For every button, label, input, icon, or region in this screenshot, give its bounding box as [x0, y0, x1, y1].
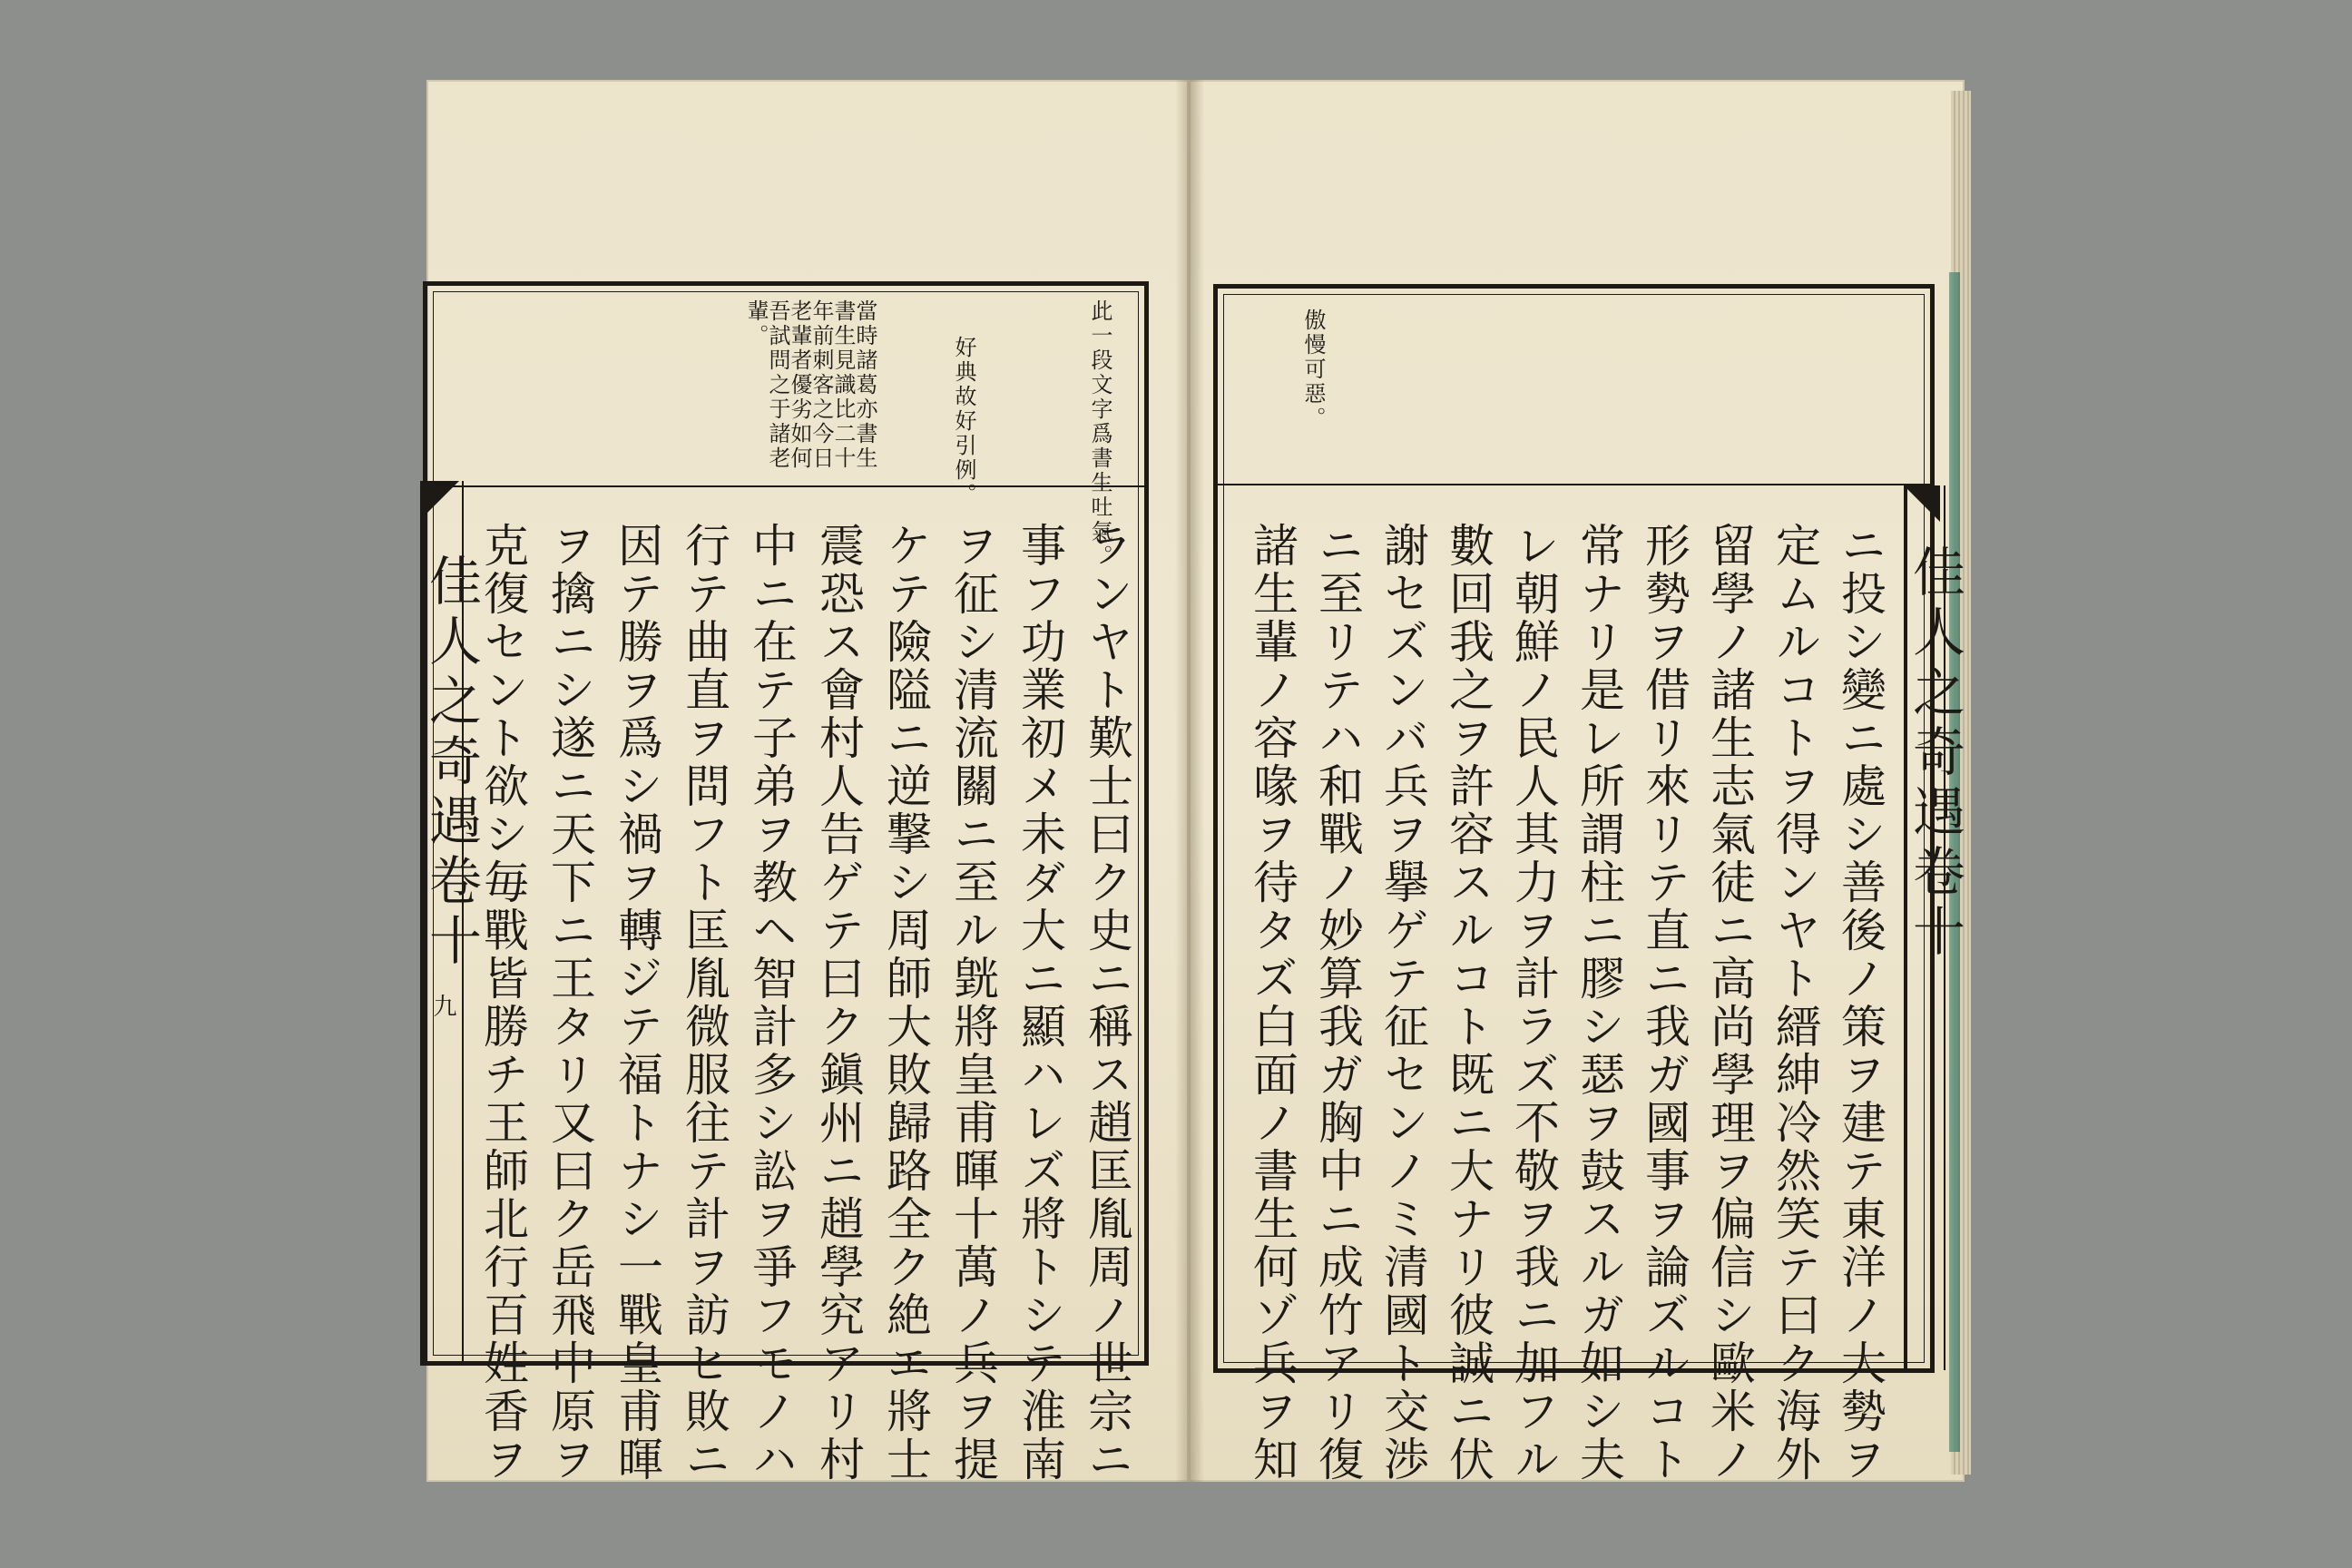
right-headnote-divider	[1218, 484, 1930, 485]
left-headnote-2: 好典故好引例。	[951, 336, 976, 507]
left-fishtail-mark	[423, 481, 459, 517]
left-body-column-6: 中ニ在テ子弟ヲ教ヘ智計多シ訟ヲ爭フモノハ	[745, 522, 798, 1484]
left-body-column-5: 震恐ス會村人告ゲテ曰ク鎭州ニ趙學究アリ村	[812, 522, 865, 1484]
left-body-column-3: ヲ征シ清流關ニ至ル皝將皇甫暉十萬ノ兵ヲ提	[946, 522, 999, 1484]
right-body-column-9: ニ至リテハ和戰ノ妙算我ガ胸中ニ成竹アリ復	[1311, 522, 1364, 1484]
right-body-column-7: 數回我之ヲ許容スルコト既ニ大ナリ彼誠ニ伏	[1442, 522, 1494, 1484]
left-body-column-9: ヲ擒ニシ遂ニ天下ニ王タリ又曰ク岳飛中原ヲ	[544, 522, 596, 1484]
right-body-column-4: 形勢ヲ借リ來リテ直ニ我ガ國事ヲ論ズルコト	[1638, 522, 1690, 1484]
left-spine-title: 佳人之奇遇卷十	[420, 554, 482, 973]
left-body-column-1: ランヤト歎士曰ク史ニ稱ス趙匡胤周ノ世宗ニ	[1081, 522, 1133, 1484]
right-headnote-1: 傲慢可惡。	[1300, 309, 1326, 431]
left-body-column-4: ケテ險隘ニ逆撃シ周師大敗歸路全ク絶エ將士	[879, 522, 932, 1484]
right-spine-title: 佳人之奇遇卷十	[1904, 544, 1965, 964]
right-body-column-3: 留學ノ諸生志氣徒ニ高尚學理ヲ偏信シ歐米ノ	[1703, 522, 1756, 1484]
right-fishtail-mark	[1904, 485, 1940, 522]
right-body-column-2: 定ムルコトヲ得ンヤト縉紳冷然笑テ曰ク海外	[1769, 522, 1821, 1484]
right-body-column-8: 謝セズンバ兵ヲ擧ゲテ征センノミ清國ト交渉	[1377, 522, 1429, 1484]
left-headnote-3: 當時諸葛亦書生書生見識比二十年前刺客之今日老輩者優劣如何吾試問之于諸老輩。	[743, 299, 877, 471]
left-folio-number: 九	[429, 994, 456, 1017]
left-body-column-10: 克復セント欲シ毎戰皆勝チ王師北行百姓香ヲ	[476, 522, 529, 1484]
right-body-column-5: 常ナリ是レ所謂柱ニ膠シ瑟ヲ鼓スルガ如シ夫	[1573, 522, 1625, 1484]
left-body-column-2: 事フ功業初メ未ダ大ニ顯ハレズ將トシテ淮南	[1014, 522, 1066, 1484]
book-gutter	[1175, 80, 1204, 1482]
right-body-column-10: 諸生輩ノ容喙ヲ待タズ白面ノ書生何ゾ兵ヲ知	[1246, 522, 1298, 1484]
right-body-column-6: レ朝鮮ノ民人其力ヲ計ラズ不敬ヲ我ニ加フル	[1507, 522, 1560, 1484]
left-body-column-8: 因テ勝ヲ爲シ禍ヲ轉ジテ福トナシ一戰皇甫暉	[611, 522, 663, 1484]
left-body-column-7: 行テ曲直ヲ問フト匡胤微服往テ計ヲ訪ヒ敗ニ	[678, 522, 730, 1484]
left-headnote-1: 此一段文字爲書生吐氣。	[1087, 299, 1112, 569]
right-body-column-1: ニ投シ變ニ處シ善後ノ策ヲ建テ東洋ノ大勢ヲ	[1834, 522, 1886, 1484]
